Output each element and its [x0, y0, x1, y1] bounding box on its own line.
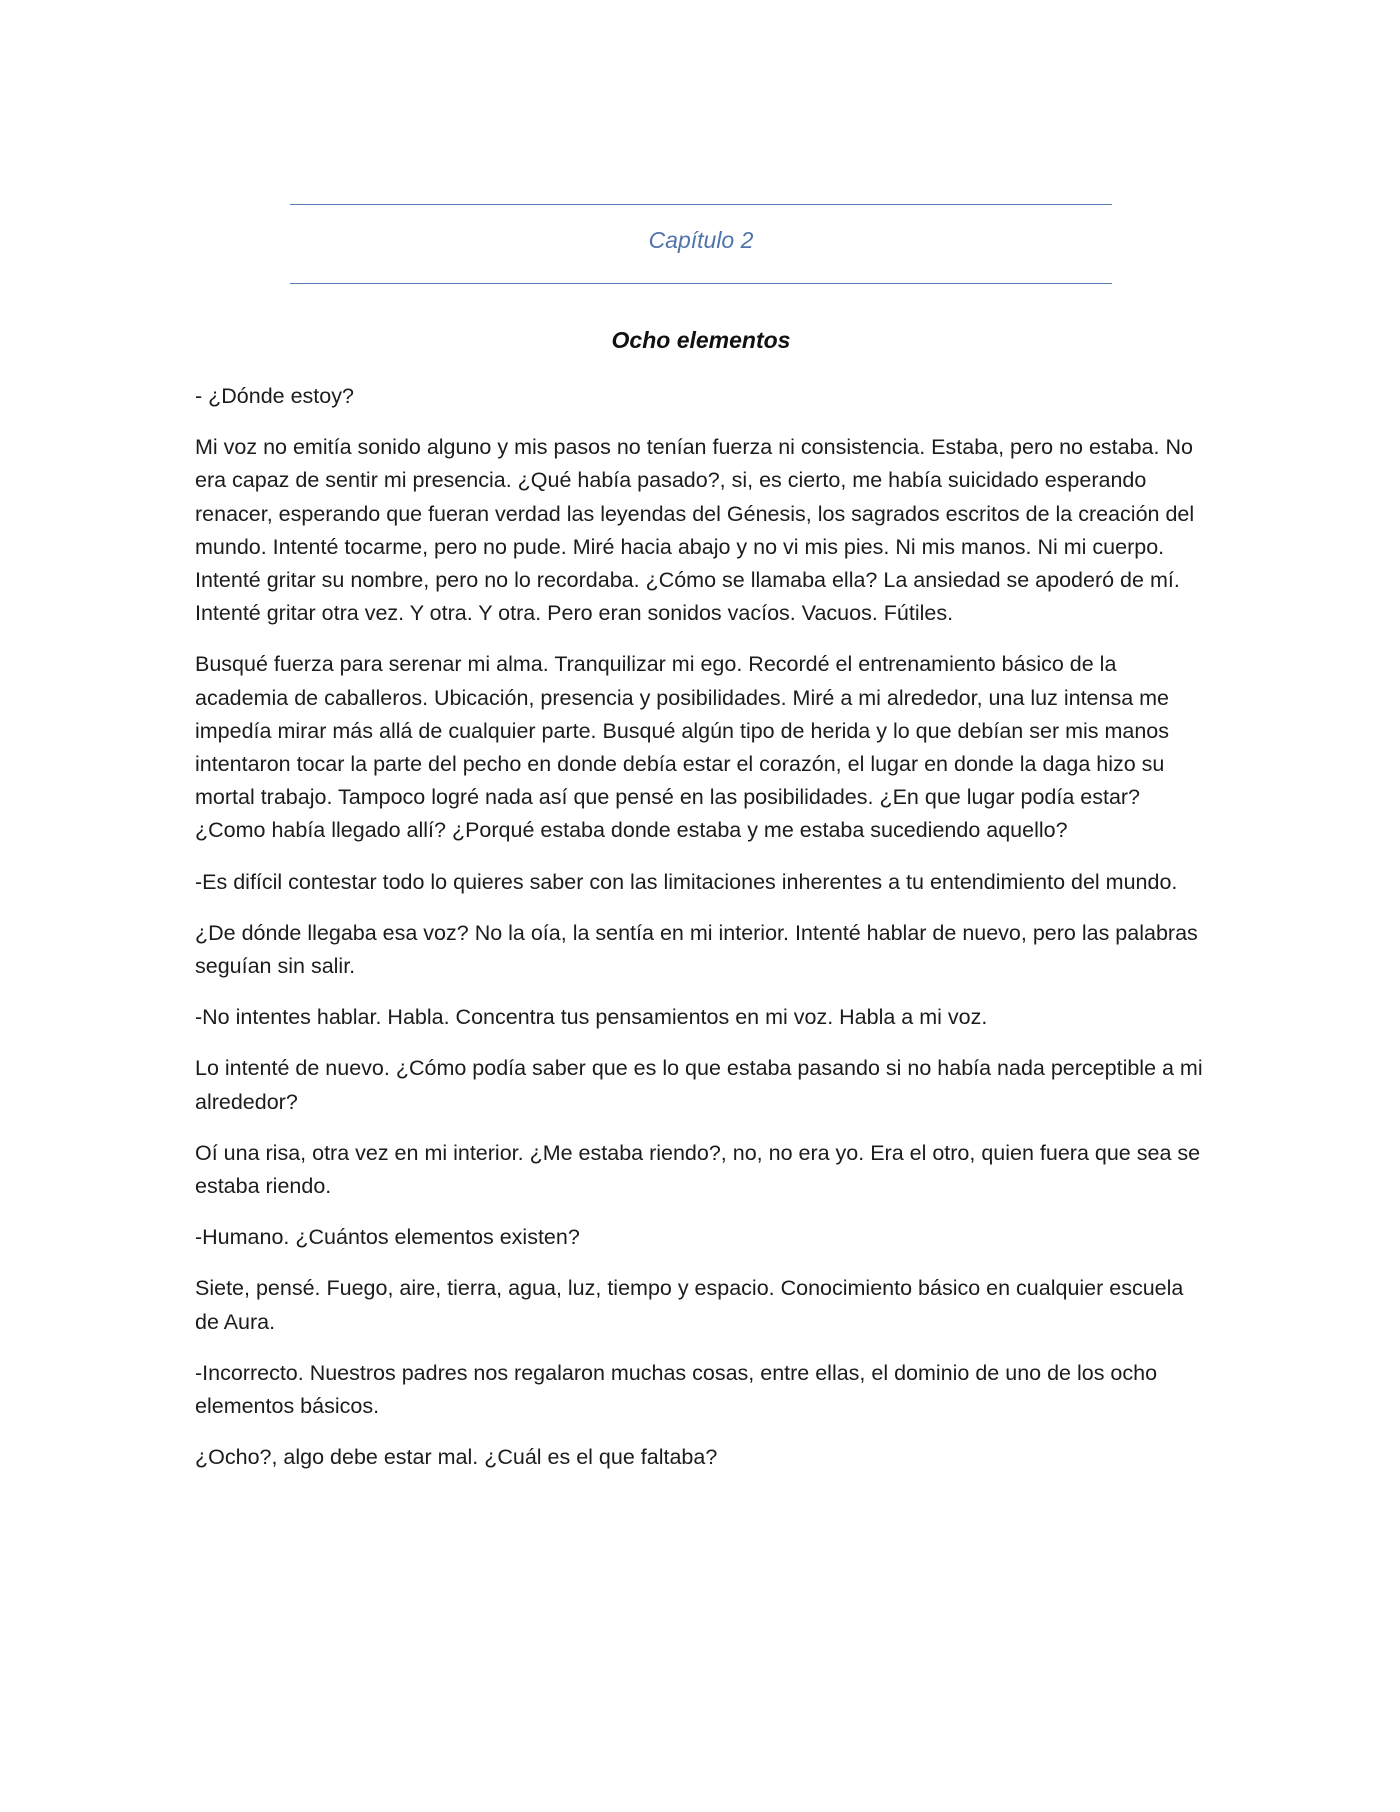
paragraph: ¿Ocho?, algo debe estar mal. ¿Cuál es el que faltaba? — [195, 1445, 718, 1470]
chapter-body — [195, 380, 1207, 1492]
paragraph: ¿De dónde llegaba esa voz? No la oía, la sentía en mi interior. Intenté hablar de nuevo, pero las palabras seguían sin salir. — [195, 920, 1198, 979]
paragraph: Mi voz no emitía sonido alguno y mis pasos no tenían fuerza ni consistencia. Estaba, pero no estaba. No era capaz de sentir mi presencia. ¿Qué había pasado?, si, es cierto, me había suicidado esperando renacer, esperando que fueran verdad las leyendas del Génesis, los sagrados escritos de la creación del mundo. Intenté tocarme, pero no pude. Miré hacia abajo y no vi mis pies. Ni mis manos. Ni mi cuerpo. Intenté gritar su nombre, pero no lo recordaba. ¿Cómo se llamaba ella? La ansiedad se apoderó de mí. Intenté gritar otra vez. Y otra. Y otra. Pero eran sonidos vacíos. Vacuos. Fútiles. — [195, 435, 1195, 626]
chapter-rule-bottom — [290, 283, 1112, 284]
paragraph: - ¿Dónde estoy? — [195, 384, 354, 408]
paragraph: Lo intenté de nuevo. ¿Cómo podía saber que es lo que estaba pasando si no había nada perceptible a mi alrededor? — [195, 1056, 1203, 1114]
chapter-rule-top — [290, 204, 1112, 205]
chapter-label: Capítulo 2 — [648, 227, 754, 253]
paragraph: -Incorrecto. Nuestros padres nos regalaron muchas cosas, entre ellas, el dominio de uno de los ocho elementos básicos. — [195, 1360, 1158, 1419]
paragraph: Oí una risa, otra vez en mi interior. ¿Me estaba riendo?, no, no era yo. Era el otro, quien fuera que sea se estaba riendo. — [195, 1140, 1201, 1199]
paragraph: Busqué fuerza para serenar mi alma. Tranquilizar mi ego. Recordé el entrenamiento básico de la academia de caballeros. Ubicación, presencia y posibilidades. Miré a mi alrededor, una luz intensa me impedía mirar más allá de cualquier parte. Busqué algún tipo de herida y lo que debían ser mis manos intentaron tocar la parte del pecho en donde debía estar el corazón, el lugar en donde la daga hizo su mortal trabajo. Tampoco logré nada así que pensé en las posibilidades. ¿En que lugar podía estar? ¿Como había llegado allí? ¿Porqué estaba donde estaba y me estaba sucediendo aquello? — [195, 652, 1170, 843]
paragraph: -No intentes hablar. Habla. Concentra tus pensamientos en mi voz. Habla a mi voz. — [195, 1005, 988, 1030]
paragraph: -Es difícil contestar todo lo quieres saber con las limitaciones inherentes a tu entendimiento del mundo. — [195, 869, 1178, 894]
paragraph: Siete, pensé. Fuego, aire, tierra, agua, luz, tiempo y espacio. Conocimiento básico en cualquier escuela de Aura. — [195, 1276, 1184, 1334]
chapter-title: Ocho elementos — [611, 327, 791, 353]
paragraph: -Humano. ¿Cuántos elementos existen? — [195, 1225, 580, 1250]
